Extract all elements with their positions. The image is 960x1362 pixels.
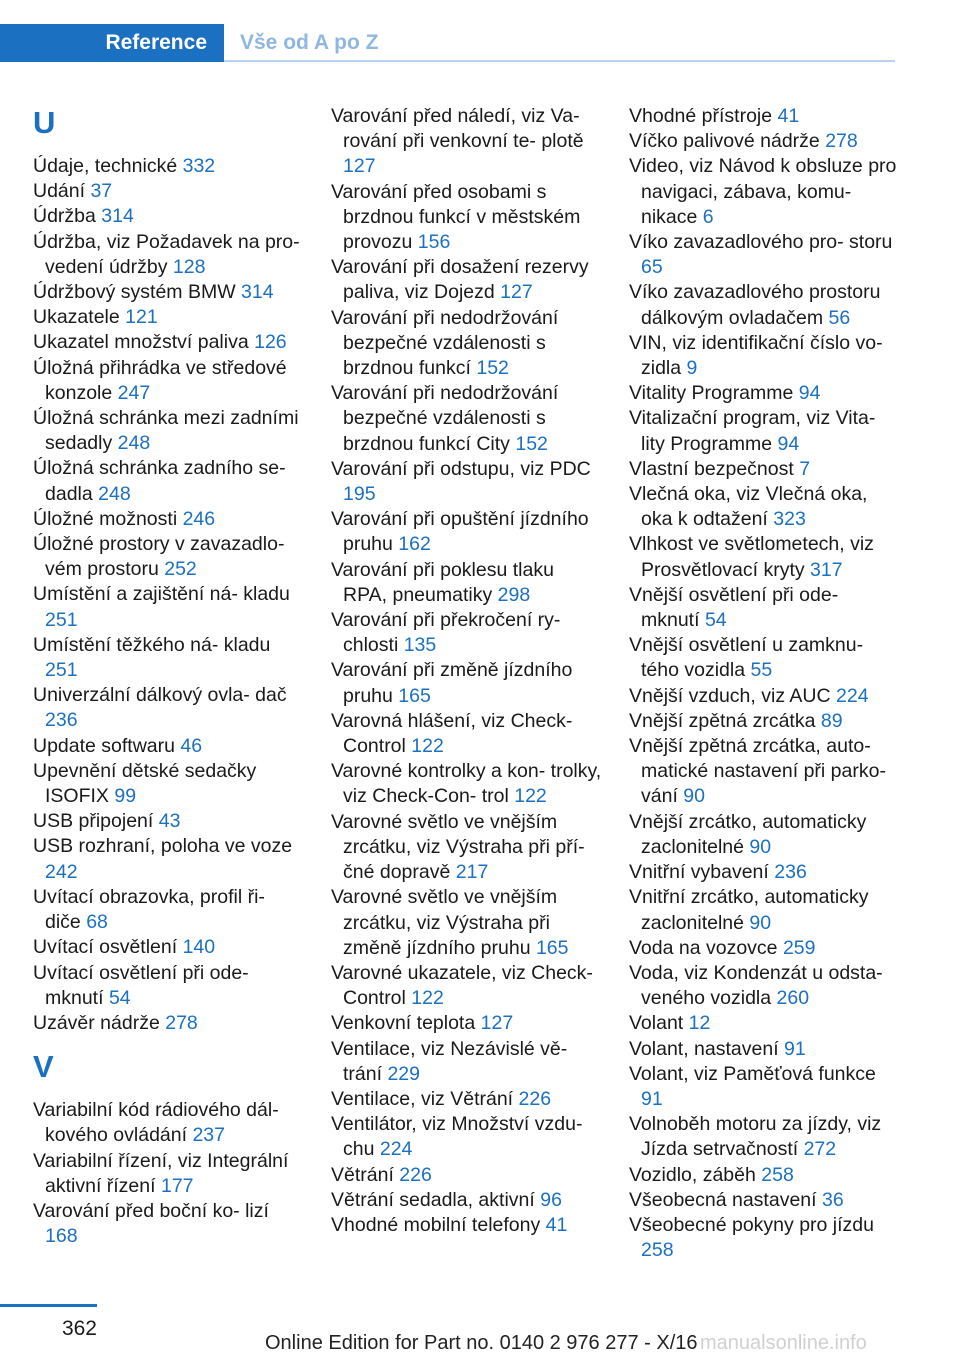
index-entry bbox=[629, 936, 901, 961]
index-entry bbox=[629, 885, 901, 935]
page-reference-link[interactable]: 224 bbox=[379, 1138, 413, 1161]
index-entry bbox=[33, 885, 305, 935]
page-reference-link[interactable]: 246 bbox=[182, 507, 216, 530]
index-entry bbox=[629, 381, 901, 406]
page-reference-link[interactable]: 236 bbox=[45, 709, 78, 732]
entry-term: Uvítací osvětlení bbox=[33, 936, 183, 959]
page-reference-link[interactable]: 247 bbox=[117, 381, 151, 404]
index-entry bbox=[629, 457, 901, 482]
index-entry bbox=[629, 406, 901, 456]
page-reference-link[interactable]: 260 bbox=[776, 987, 810, 1010]
index-entry bbox=[33, 683, 305, 733]
entry-term: Volant, nastavení bbox=[629, 1037, 785, 1060]
page-reference-link[interactable]: 314 bbox=[241, 281, 274, 304]
index-column-3 bbox=[629, 104, 901, 1263]
page-reference-link[interactable]: 54 bbox=[108, 986, 131, 1009]
index-entry bbox=[629, 1163, 901, 1188]
index-entry bbox=[33, 1098, 305, 1148]
entry-term: Udání bbox=[33, 180, 91, 203]
entry-term: Varování před boční ko‐ lizí bbox=[33, 1199, 269, 1222]
page-reference-link[interactable]: 217 bbox=[455, 861, 489, 884]
index-entry bbox=[33, 179, 305, 204]
entry-term: Uzávěr nádrže bbox=[33, 1011, 166, 1034]
entry-term: Varování při opuštění jízdního pruhu bbox=[331, 508, 589, 556]
index-entry bbox=[629, 331, 901, 381]
entry-term: Varování při změně jízdního pruhu bbox=[331, 659, 573, 707]
entry-term: Vitalizační program, viz Vita‐ lity Programme bbox=[629, 407, 876, 455]
index-entry bbox=[33, 204, 305, 229]
index-entry bbox=[33, 582, 305, 632]
header-divider bbox=[224, 60, 895, 62]
page-reference-link[interactable]: 43 bbox=[158, 810, 181, 833]
entry-term: Vnější osvětlení při ode‐ mknutí bbox=[629, 583, 839, 632]
page-reference-link[interactable]: 91 bbox=[784, 1037, 806, 1060]
entry-term: Vhodné mobilní telefony bbox=[331, 1213, 546, 1236]
index-entry bbox=[33, 406, 305, 456]
entry-term: Úložná schránka zadního se‐ dadla bbox=[33, 457, 286, 505]
index-entry bbox=[331, 961, 603, 1011]
page-reference-link[interactable]: 165 bbox=[535, 936, 569, 959]
entry-term: Ukazatele bbox=[33, 306, 126, 329]
entry-term: Vozidlo, záběh bbox=[629, 1163, 762, 1186]
entry-term: Voda na vozovce bbox=[629, 936, 783, 959]
page-reference-link[interactable]: 237 bbox=[192, 1124, 225, 1147]
entry-term: Varování při nedodržování bezpečné vzdálenosti s brzdnou funkcí bbox=[331, 306, 559, 380]
entry-term: Vnější osvětlení u zamknu‐ tého vozidla bbox=[629, 634, 864, 682]
page-reference-link[interactable]: 41 bbox=[777, 105, 800, 127]
index-entry bbox=[33, 1011, 305, 1036]
page-reference-link[interactable]: 126 bbox=[254, 331, 287, 354]
index-entry bbox=[629, 1213, 901, 1263]
entry-term: Uvítací osvětlení při ode‐ mknutí bbox=[33, 961, 249, 1009]
entry-term: Vlečná oka, viz Vlečná oka, oka k odtažení bbox=[629, 483, 868, 531]
page-reference-link[interactable]: 127 bbox=[480, 1012, 514, 1035]
index-entry bbox=[33, 280, 305, 305]
index-entry bbox=[629, 532, 901, 582]
entry-term: Údržbový systém BMW bbox=[33, 281, 242, 304]
entry-term: Vhodné přístroje bbox=[629, 105, 778, 127]
entry-term: Vlastní bezpečnost bbox=[629, 457, 800, 480]
page-reference-link[interactable]: 122 bbox=[411, 735, 444, 758]
index-entry bbox=[33, 456, 305, 506]
index-entry bbox=[629, 280, 901, 330]
index-entry bbox=[331, 1037, 603, 1087]
index-entry bbox=[629, 709, 901, 734]
page-reference-link[interactable]: 156 bbox=[417, 231, 451, 254]
entry-term: Úložné možnosti bbox=[33, 507, 183, 530]
index-entry bbox=[331, 1011, 603, 1036]
index-entry bbox=[629, 1011, 901, 1036]
page-number: 362 bbox=[61, 1317, 97, 1340]
page-reference-link[interactable]: 90 bbox=[749, 835, 772, 858]
index-entry bbox=[331, 608, 603, 658]
index-column-1 bbox=[33, 104, 305, 1249]
entry-term: Vnitřní zrcátko, automaticky zaclonitelné bbox=[629, 886, 869, 934]
page-reference-link[interactable]: 128 bbox=[172, 255, 206, 278]
page-reference-link[interactable]: 229 bbox=[387, 1062, 420, 1085]
index-entry bbox=[629, 104, 901, 129]
index-entry bbox=[33, 532, 305, 582]
index-entry bbox=[33, 935, 305, 960]
index-entry bbox=[331, 885, 603, 961]
index-entry bbox=[629, 633, 901, 683]
page-reference-link[interactable]: 68 bbox=[86, 911, 108, 934]
page-reference-link[interactable]: 94 bbox=[777, 432, 800, 455]
entry-term: Varovné ukazatele, viz Check- Control bbox=[331, 961, 593, 1010]
page-reference-link[interactable]: 90 bbox=[749, 911, 772, 934]
entry-term: Víko zavazadlového prostoru dálkovým ovladačem bbox=[629, 281, 881, 329]
page-reference-link[interactable]: 317 bbox=[810, 558, 843, 581]
index-entry bbox=[331, 558, 603, 608]
index-entry bbox=[331, 709, 603, 759]
entry-term: Varování při překročení ry‐ chlosti bbox=[331, 609, 561, 657]
index-entry bbox=[331, 381, 603, 457]
entry-term: Umístění těžkého ná‐ kladu bbox=[33, 633, 271, 656]
index-entry bbox=[331, 180, 603, 256]
index-entry bbox=[331, 457, 603, 507]
index-entry bbox=[331, 658, 603, 708]
page-reference-link[interactable]: 140 bbox=[182, 936, 216, 959]
index-entry bbox=[629, 230, 901, 280]
entry-term: Úložná schránka mezi zadními sedadly bbox=[33, 407, 299, 455]
page-reference-link[interactable]: 152 bbox=[476, 357, 509, 380]
entry-term: Volnoběh motoru za jízdy, viz Jízda setrvačností bbox=[629, 1113, 882, 1161]
page-reference-link[interactable]: 135 bbox=[403, 634, 437, 657]
page-reference-link[interactable]: 323 bbox=[773, 508, 806, 531]
page-reference-link[interactable]: 122 bbox=[514, 785, 547, 808]
index-entry bbox=[629, 734, 901, 810]
page-reference-link[interactable]: 46 bbox=[180, 734, 203, 757]
header-bar bbox=[0, 24, 895, 62]
page-reference-link[interactable]: 236 bbox=[774, 861, 807, 884]
page-reference-link[interactable]: 99 bbox=[114, 785, 137, 808]
index-entry bbox=[331, 1087, 603, 1112]
entry-term: Údržba, viz Požadavek na pro‐ vedení údržby bbox=[33, 230, 300, 278]
index-entry bbox=[33, 330, 305, 355]
page-reference-link[interactable]: 298 bbox=[497, 583, 531, 606]
entry-term: Video, viz Návod k obsluze pro navigaci, zábava, komu‐ nikace bbox=[629, 155, 897, 228]
page-reference-link[interactable]: 65 bbox=[641, 256, 663, 279]
entry-term: Varovné světlo ve vnějším zrcátku, viz Výstraha při změně jízdního pruhu bbox=[331, 886, 558, 959]
page-reference-link[interactable]: 251 bbox=[45, 608, 78, 631]
page-reference-link[interactable]: 258 bbox=[641, 1239, 674, 1262]
entry-term: Údržba bbox=[33, 205, 102, 228]
entry-term: Venkovní teplota bbox=[331, 1012, 481, 1035]
index-entry bbox=[33, 759, 305, 809]
index-entry bbox=[331, 1188, 603, 1213]
entry-term: Upevnění dětské sedačky ISOFIX bbox=[33, 759, 257, 808]
entry-term: Vnitřní vybavení bbox=[629, 861, 775, 884]
page-reference-link[interactable]: 127 bbox=[500, 281, 533, 304]
page-reference-link[interactable]: 54 bbox=[704, 609, 727, 632]
index-entry bbox=[33, 356, 305, 406]
page-reference-link[interactable]: 94 bbox=[798, 382, 821, 405]
index-entry bbox=[629, 810, 901, 860]
page-reference-link[interactable]: 55 bbox=[750, 659, 773, 682]
index-entry bbox=[629, 860, 901, 885]
entry-term: VIN, viz identifikační číslo vo‐ zidla bbox=[629, 331, 883, 380]
page-reference-link[interactable]: 272 bbox=[803, 1138, 837, 1161]
page-reference-link[interactable]: 122 bbox=[411, 987, 444, 1010]
entry-term: Umístění a zajištění ná‐ kladu bbox=[33, 583, 290, 606]
page-reference-link[interactable]: 9 bbox=[686, 357, 698, 380]
entry-term: Ukazatel množství paliva bbox=[33, 331, 255, 354]
index-entry bbox=[331, 810, 603, 886]
page-reference-link[interactable]: 248 bbox=[117, 432, 151, 455]
entry-term: Vnější zpětná zrcátka bbox=[629, 709, 821, 732]
index-entry bbox=[629, 129, 901, 154]
tab-reference[interactable]: Reference bbox=[0, 24, 224, 62]
entry-term: Varování při poklesu tlaku RPA, pneumatiky bbox=[331, 558, 554, 606]
index-entry bbox=[33, 507, 305, 532]
page-reference-link[interactable]: 121 bbox=[125, 306, 158, 329]
entry-term: Vitality Programme bbox=[629, 382, 799, 405]
page-reference-link[interactable]: 165 bbox=[398, 684, 431, 707]
index-letter-heading: V bbox=[33, 1049, 54, 1085]
entry-term: Volant, viz Paměťová funkce bbox=[629, 1062, 876, 1085]
page-reference-link[interactable]: 152 bbox=[515, 432, 548, 455]
index-entry bbox=[331, 1213, 603, 1238]
index-entry bbox=[33, 809, 305, 834]
page-reference-link[interactable]: 168 bbox=[45, 1225, 78, 1248]
index-entry bbox=[629, 482, 901, 532]
index-entry bbox=[331, 255, 603, 305]
entry-term: Údaje, technické bbox=[33, 155, 183, 177]
index-entry bbox=[33, 633, 305, 683]
entry-term: Úložná přihrádka ve středové konzole bbox=[33, 356, 287, 404]
index-entry bbox=[629, 154, 901, 230]
page-reference-link[interactable]: 226 bbox=[518, 1087, 552, 1110]
entry-term: Univerzální dálkový ovla‐ dač bbox=[33, 684, 287, 707]
index-entry bbox=[33, 1149, 305, 1199]
index-entry bbox=[629, 1037, 901, 1062]
page-reference-link[interactable]: 177 bbox=[160, 1174, 194, 1197]
entry-term: Úložné prostory v zavazadlo‐ vém prostoru bbox=[33, 533, 285, 581]
page-reference-link[interactable]: 242 bbox=[45, 860, 78, 883]
entry-term: USB rozhraní, poloha ve voze bbox=[33, 835, 293, 858]
page-reference-link[interactable]: 127 bbox=[343, 155, 376, 178]
index-entry bbox=[33, 834, 305, 884]
page-reference-link[interactable]: 12 bbox=[688, 1012, 711, 1035]
page-reference-link[interactable]: 6 bbox=[702, 205, 714, 228]
entry-term: Vnější zrcátko, automaticky zaclonitelné bbox=[629, 810, 867, 858]
entry-term: Voda, viz Kondenzát u odsta‐ veného vozidla bbox=[629, 961, 883, 1010]
index-entry bbox=[629, 1062, 901, 1112]
entry-term: Varování před náledí, viz Va‐ rování při venkovní te‐ plotě bbox=[331, 105, 584, 153]
edition-note: Online Edition for Part no. 0140 2 976 277 - X/16 bbox=[265, 1332, 698, 1354]
index-entry bbox=[331, 507, 603, 557]
page-reference-link[interactable]: 7 bbox=[799, 457, 811, 480]
index-entry bbox=[33, 230, 305, 280]
entry-term: Ventilace, viz Větrání bbox=[331, 1087, 519, 1110]
entry-term: Varování při nedodržování bezpečné vzdálenosti s brzdnou funkcí City bbox=[331, 382, 559, 455]
page-reference-link[interactable]: 90 bbox=[683, 785, 705, 808]
page-reference-link[interactable]: 278 bbox=[165, 1011, 198, 1034]
entry-term: Volant bbox=[629, 1012, 689, 1035]
index-column-2 bbox=[331, 104, 603, 1238]
entry-term: Variabilní řízení, viz Integrální aktivní řízení bbox=[33, 1149, 289, 1197]
entry-term: Ventilátor, viz Množství vzdu‐ chu bbox=[331, 1113, 583, 1161]
page-reference-link[interactable]: 226 bbox=[399, 1163, 432, 1186]
page-reference-link[interactable]: 162 bbox=[398, 533, 431, 556]
page-reference-link[interactable]: 36 bbox=[821, 1188, 844, 1211]
page-reference-link[interactable]: 248 bbox=[98, 482, 131, 505]
page-reference-link[interactable]: 96 bbox=[540, 1188, 562, 1211]
index-entry bbox=[629, 684, 901, 709]
index-entry bbox=[331, 306, 603, 382]
entry-term: Víko zavazadlového pro‐ storu bbox=[629, 231, 893, 254]
page-reference-link[interactable]: 224 bbox=[836, 684, 869, 707]
page-reference-link[interactable]: 259 bbox=[782, 936, 816, 959]
entry-term: Uvítací obrazovka, profil ři‐ diče bbox=[33, 885, 265, 934]
entry-term: Větrání bbox=[331, 1163, 400, 1186]
entry-term: Vlhkost ve světlometech, viz Prosvětlovací kryty bbox=[629, 533, 874, 581]
index-entry bbox=[629, 961, 901, 1011]
index-entry bbox=[331, 1163, 603, 1188]
entry-term: Update softwaru bbox=[33, 734, 181, 757]
watermark: manualsonline.info bbox=[700, 1332, 867, 1354]
footer-divider bbox=[0, 1304, 97, 1307]
index-entry bbox=[33, 1199, 305, 1249]
entry-term: Varování při odstupu, viz PDC bbox=[331, 457, 591, 480]
entry-term: Vnější vzduch, viz AUC bbox=[629, 684, 836, 707]
index-entry bbox=[331, 1112, 603, 1162]
page-reference-link[interactable]: 91 bbox=[641, 1087, 663, 1110]
index-entry bbox=[629, 1188, 901, 1213]
index-entry bbox=[629, 1112, 901, 1162]
tab-index-a-z[interactable]: Vše od A po Z bbox=[240, 31, 379, 54]
index-entry bbox=[33, 305, 305, 330]
index-entry bbox=[33, 734, 305, 759]
page-reference-link[interactable]: 37 bbox=[90, 180, 113, 203]
entry-term: Všeobecná nastavení bbox=[629, 1188, 822, 1211]
entry-term: Vnější zpětná zrcátka, auto‐ matické nastavení při parko‐ vání bbox=[629, 735, 886, 808]
entry-term: Varování před osobami s brzdnou funkcí v městském provozu bbox=[331, 180, 581, 254]
entry-term: Varovné světlo ve vnějším zrcátku, viz Výstraha při pří‐ čné dopravě bbox=[331, 810, 585, 884]
page-reference-link[interactable]: 332 bbox=[182, 155, 216, 177]
index-entry bbox=[629, 583, 901, 633]
index-letter-heading: U bbox=[33, 105, 56, 140]
page-reference-link[interactable]: 314 bbox=[101, 205, 134, 228]
entry-term: Ventilace, viz Nezávislé vě‐ trání bbox=[331, 1037, 568, 1085]
page-reference-link[interactable]: 252 bbox=[164, 558, 197, 581]
page-reference-link[interactable]: 278 bbox=[825, 130, 858, 153]
entry-term: Variabilní kód rádiového dál‐ kového ovládání bbox=[33, 1099, 279, 1147]
entry-term: Varovná hlášení, viz Check- Control bbox=[331, 709, 573, 758]
entry-term: Všeobecné pokyny pro jízdu bbox=[629, 1213, 874, 1236]
page-reference-link[interactable]: 41 bbox=[545, 1213, 568, 1236]
page-reference-link[interactable]: 195 bbox=[343, 483, 376, 506]
index-entry bbox=[331, 104, 603, 180]
page-reference-link[interactable]: 89 bbox=[820, 709, 843, 732]
entry-term: Víčko palivové nádrže bbox=[629, 130, 826, 153]
page-reference-link[interactable]: 258 bbox=[761, 1163, 794, 1186]
entry-term: Varovné kontrolky a kon‐ trolky, viz Check-Con‐ trol bbox=[331, 760, 602, 808]
index-entry bbox=[33, 154, 305, 179]
entry-term: USB připojení bbox=[33, 810, 159, 833]
entry-term: Větrání sedadla, aktivní bbox=[331, 1188, 541, 1211]
page-reference-link[interactable]: 56 bbox=[828, 306, 851, 329]
page-reference-link[interactable]: 251 bbox=[45, 659, 78, 682]
index-entry bbox=[331, 759, 603, 809]
entry-term: Varování při dosažení rezervy paliva, viz Dojezd bbox=[331, 256, 589, 304]
index-entry bbox=[33, 961, 305, 1011]
